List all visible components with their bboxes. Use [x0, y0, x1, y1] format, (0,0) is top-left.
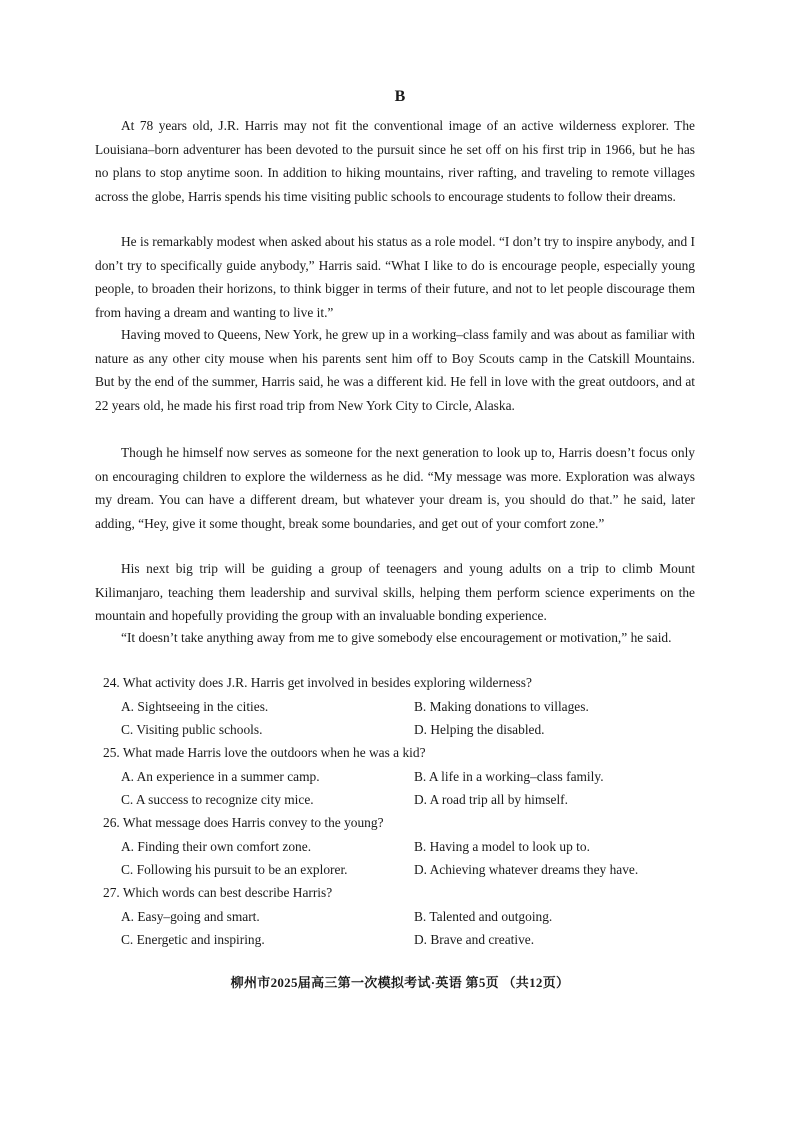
question-24-option-b: B. Making donations to villages.: [414, 699, 589, 714]
question-25-option-b: B. A life in a working–class family.: [414, 769, 604, 784]
section-title: B: [394, 88, 406, 105]
question-26-option-b: B. Having a model to look up to.: [414, 839, 590, 854]
question-26-stem: 26. What message does Harris convey to the young?: [103, 815, 384, 830]
question-25-option-d: D. A road trip all by himself.: [414, 792, 568, 807]
question-24-option-c: C. Visiting public schools.: [121, 722, 263, 737]
question-26-option-d: D. Achieving whatever dreams they have.: [414, 862, 639, 877]
passage-paragraph-6: “It doesn’t take anything away from me to give somebody else encouragement or motivation,” he said.: [121, 630, 672, 645]
passage-paragraph-5: His next big trip will be guiding a group of teenagers and young adults on a trip to climb Mount Kilimanjaro, teaching them leadership and survival skills, helping them perform science experiments on the mountain and hopefully providing the group with an invaluable bonding experience.: [95, 561, 695, 623]
question-24-stem: 24. What activity does J.R. Harris get involved in besides exploring wilderness?: [103, 675, 532, 690]
question-24-option-d: D. Helping the disabled.: [414, 722, 545, 737]
page-footer: 柳州市2025届高三第一次模拟考试·英语 第5页 （共12页）: [230, 975, 570, 990]
question-26-option-a: A. Finding their own comfort zone.: [121, 839, 312, 854]
question-27-option-b: B. Talented and outgoing.: [414, 909, 553, 924]
question-27-option-c: C. Energetic and inspiring.: [121, 932, 265, 947]
question-25-stem: 25. What made Harris love the outdoors when he was a kid?: [103, 745, 426, 760]
passage-paragraph-3: Having moved to Queens, New York, he grew up in a working–class family and was about as familiar with nature as any other city mouse when his parents sent him off to Boy Scouts camp in the Catskill Mountains. But by the end of the summer, Harris said, he was a different kid. He fell in love with the great outdoors, and at 22 years old, he made his first road trip from New York City to Circle, Alaska.: [95, 327, 695, 413]
question-27-option-d: D. Brave and creative.: [414, 932, 535, 947]
question-25-option-a: A. An experience in a summer camp.: [121, 769, 320, 784]
passage-paragraph-1: At 78 years old, J.R. Harris may not fit the conventional image of an active wilderness explorer. The Louisiana–born adventurer has been devoted to the pursuit since he set off on his first trip in 1966, but he has no plans to stop anytime soon. In addition to hiking mountains, river rafting, and traveling to remote villages across the globe, Harris spends his time visiting public schools to encourage students to follow their dreams.: [95, 118, 695, 204]
question-27-stem: 27. Which words can best describe Harris?: [103, 885, 333, 900]
question-24-option-a: A. Sightseeing in the cities.: [121, 699, 269, 714]
question-25-option-c: C. A success to recognize city mice.: [121, 792, 314, 807]
question-27-option-a: A. Easy–going and smart.: [121, 909, 260, 924]
passage-paragraph-2: He is remarkably modest when asked about his status as a role model. “I don’t try to inspire anybody, and I don’t try to specifically guide anybody,” Harris said. “What I like to do is encourage people, especially young people, to broaden their horizons, to think bigger in terms of their future, and not to let people discourage them from having a dream and wanting to live it.”: [95, 234, 695, 320]
passage-paragraph-4: Though he himself now serves as someone for the next generation to look up to, Harris doesn’t focus only on encouraging children to explore the wilderness as he did. “My message was more. Exploration was always my dream. You can have a different dream, but whatever your dream is, you should do that.” he said, later adding, “Hey, give it some thought, break some boundaries, and get out of your comfort zone.”: [95, 445, 695, 531]
question-26-option-c: C. Following his pursuit to be an explorer.: [121, 862, 348, 877]
